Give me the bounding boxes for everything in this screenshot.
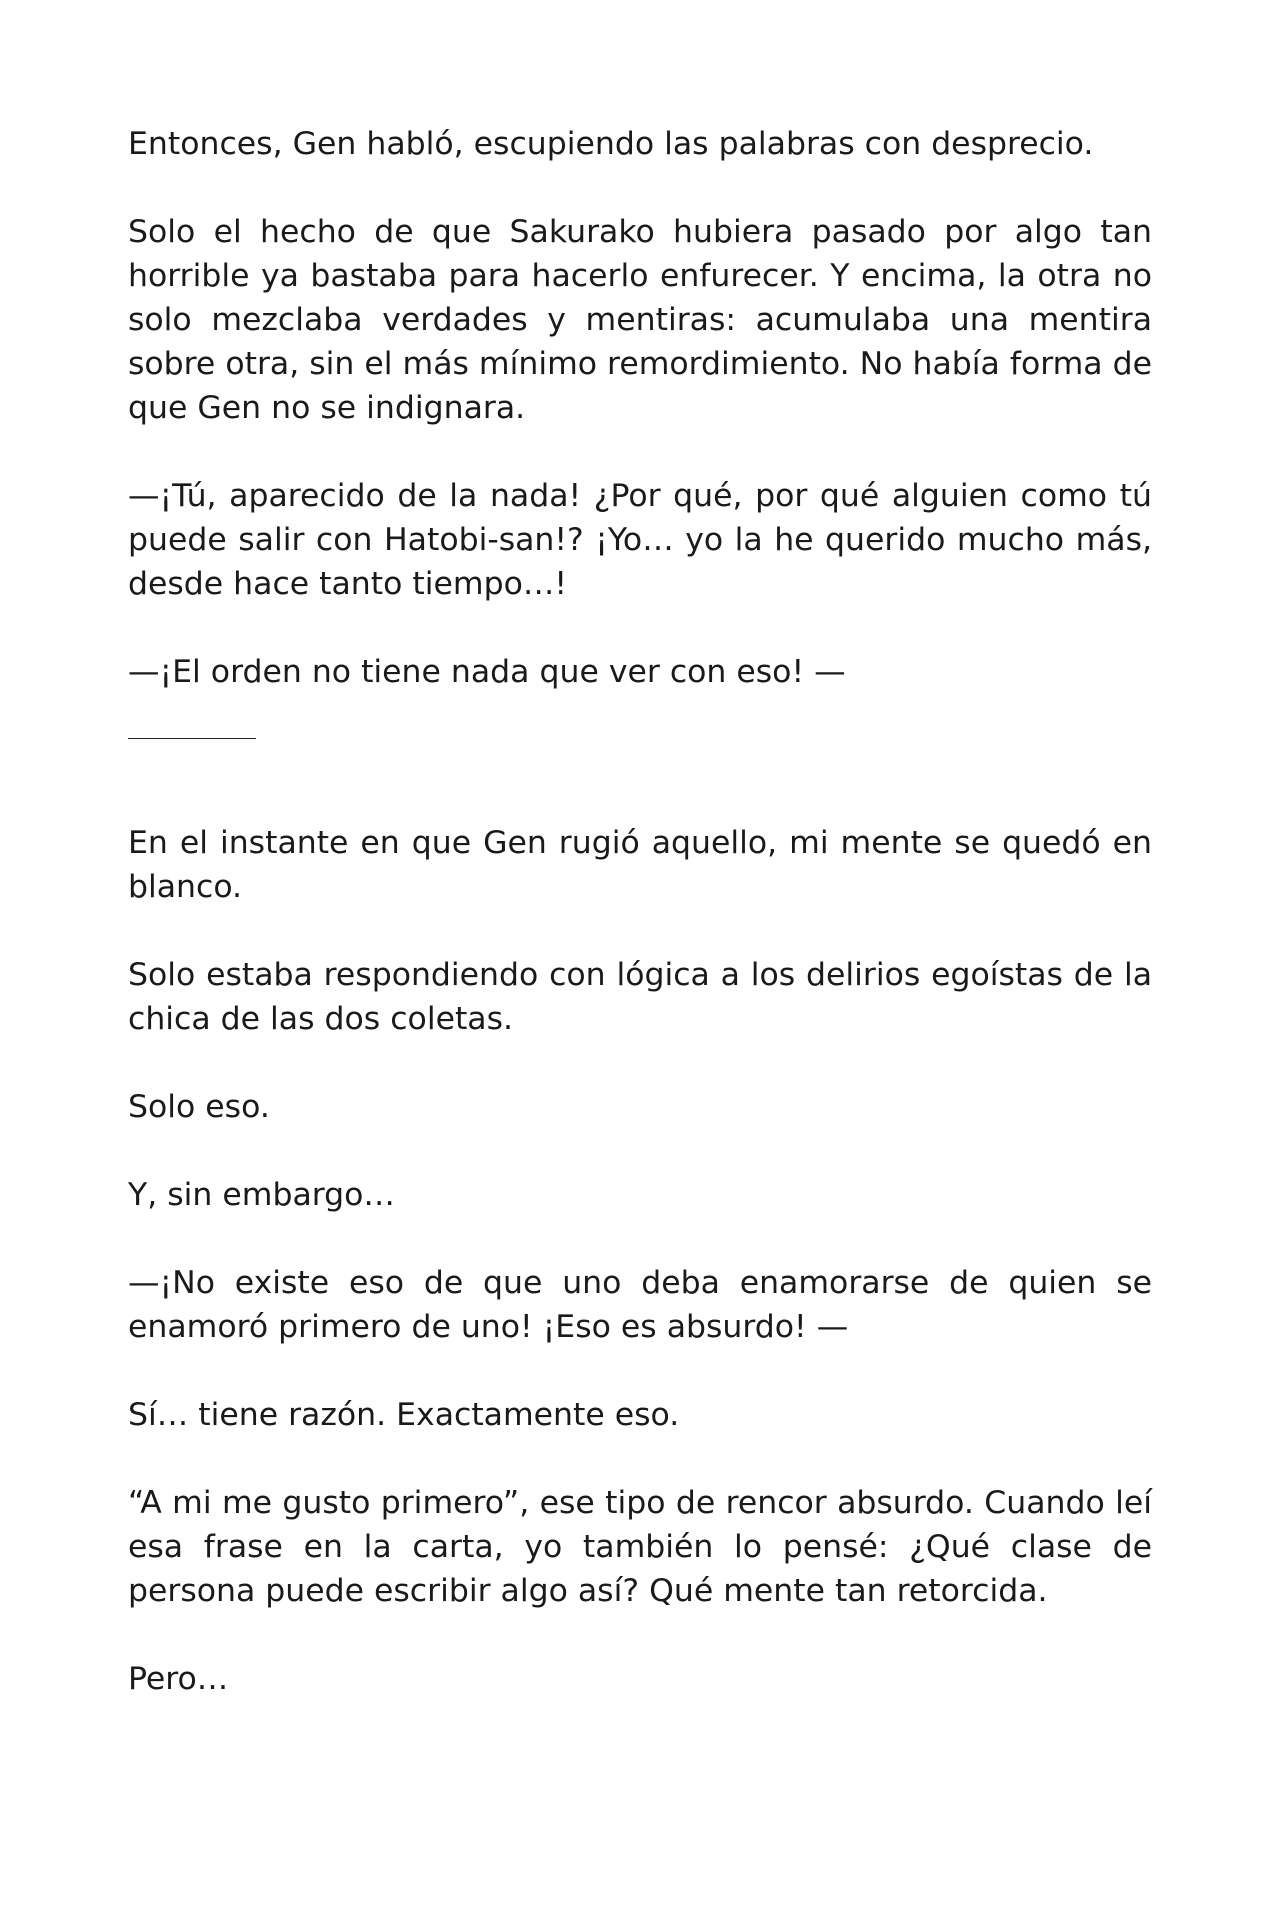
- paragraph: Pero…: [128, 1661, 229, 1697]
- paragraph: Entonces, Gen habló, escupiendo las palabras con desprecio.: [128, 126, 1094, 162]
- paragraph: “A mi me gusto primero”, ese tipo de rencor absurdo. Cuando leí esa frase en la carta, yo también lo pensé: ¿Qué clase de persona puede escribir algo así? Qué mente tan retorcida.: [128, 1485, 1152, 1609]
- paragraph: En el instante en que Gen rugió aquello, mi mente se quedó en blanco.: [128, 825, 1152, 905]
- paragraph: Y, sin embargo…: [128, 1177, 395, 1213]
- paragraph: —¡No existe eso de que uno deba enamorarse de quien se enamoró primero de uno! ¡Eso es absurdo! —: [128, 1265, 1152, 1345]
- paragraph: Solo eso.: [128, 1089, 270, 1125]
- paragraph: —¡El orden no tiene nada que ver con eso! —: [128, 654, 846, 690]
- section-divider: [128, 738, 256, 739]
- paragraph: Solo el hecho de que Sakurako hubiera pasado por algo tan horrible ya bastaba para hacerlo enfurecer. Y encima, la otra no solo mezclaba verdades y mentiras: acumulaba una mentira sobre otra, sin el más mínimo remordimiento. No había forma de que Gen no se indignara.: [128, 214, 1152, 426]
- paragraph: Solo estaba respondiendo con lógica a los delirios egoístas de la chica de las dos coletas.: [128, 957, 1152, 1037]
- paragraph: Sí… tiene razón. Exactamente eso.: [128, 1397, 680, 1433]
- paragraph: —¡Tú, aparecido de la nada! ¿Por qué, por qué alguien como tú puede salir con Hatobi-san!? ¡Yo… yo la he querido mucho más, desde hace tanto tiempo…!: [128, 478, 1152, 602]
